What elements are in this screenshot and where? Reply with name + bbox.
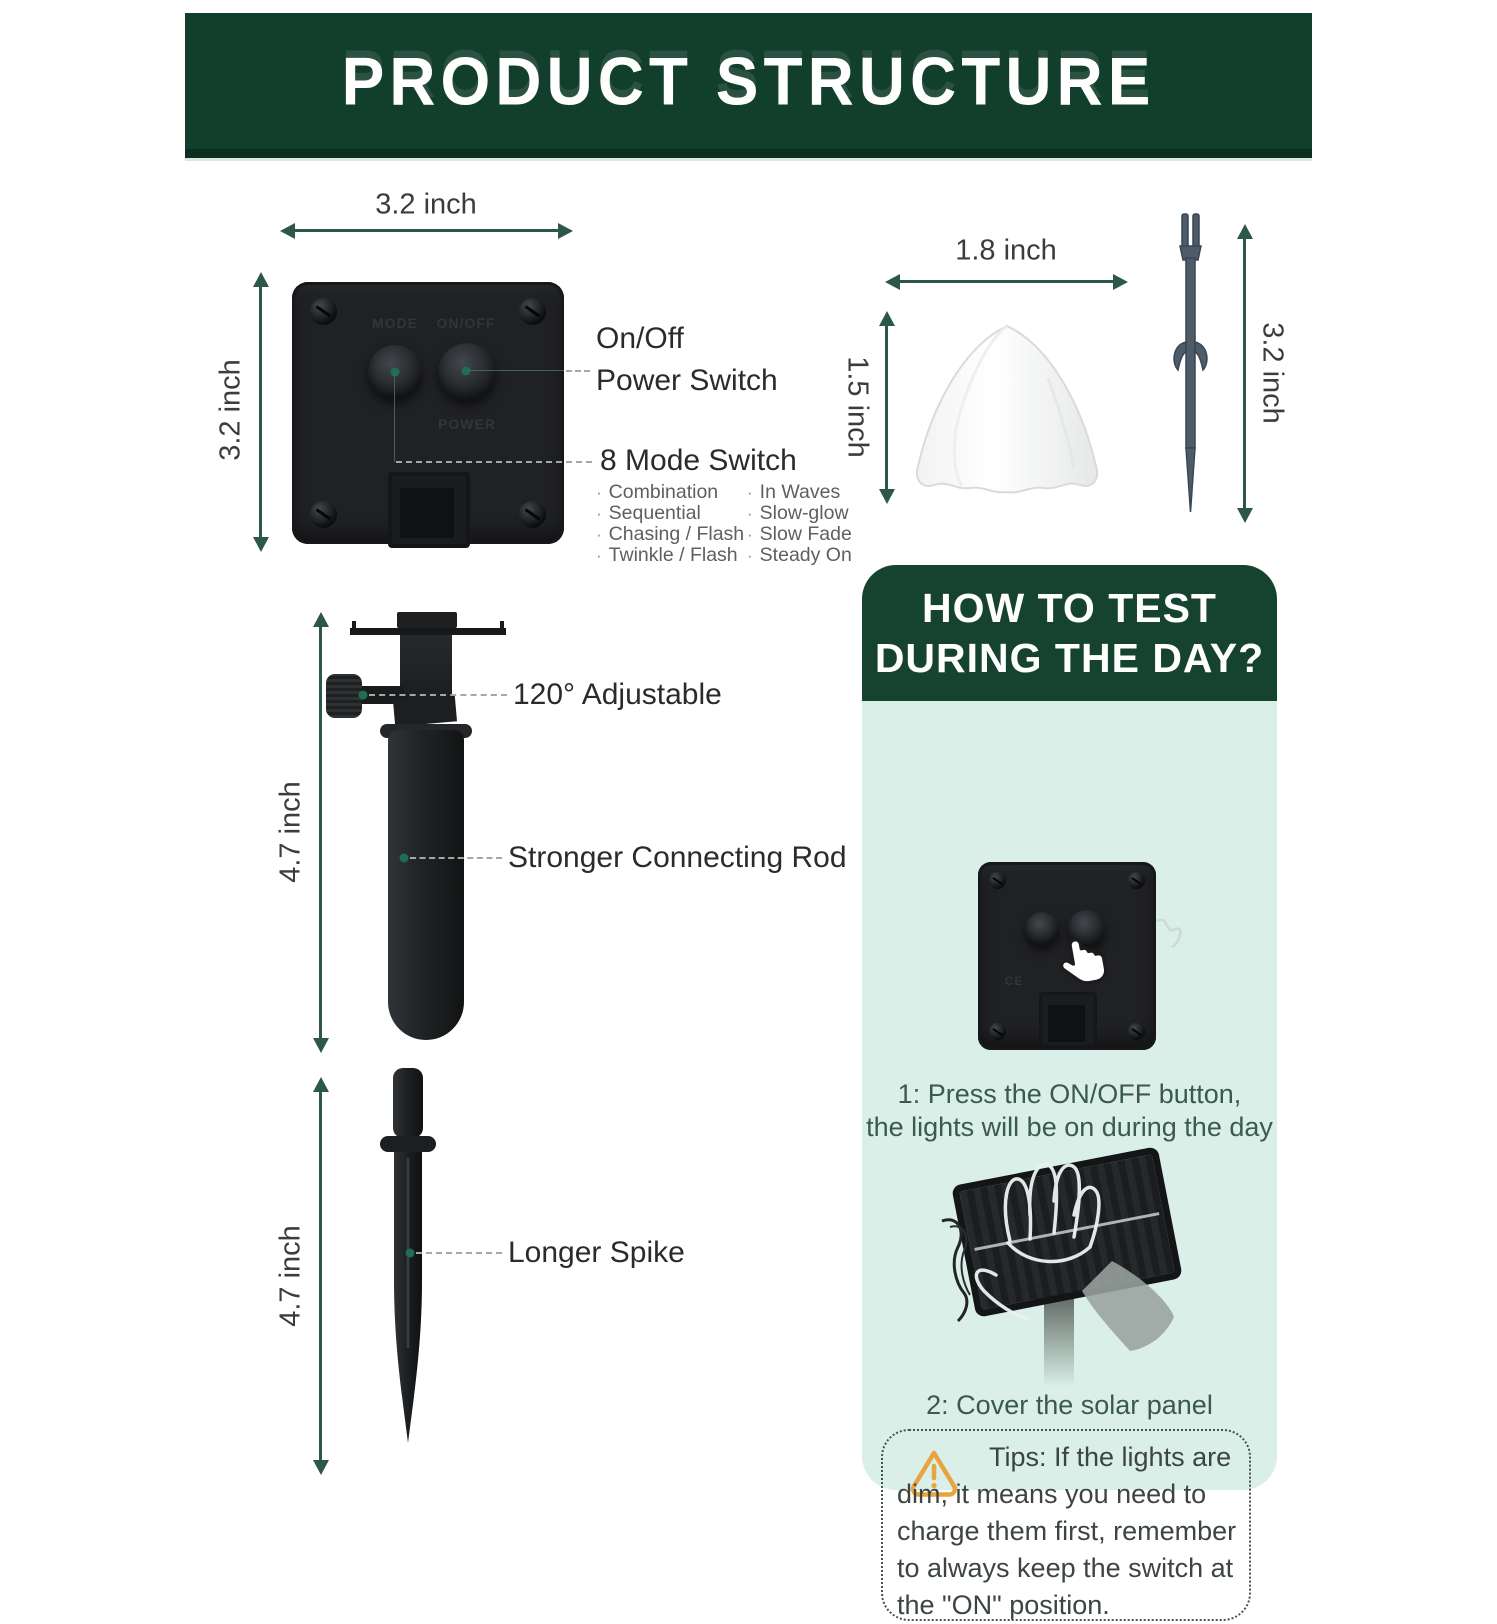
tips-line: to always keep the switch at	[897, 1553, 1234, 1583]
tips-text	[897, 1439, 1241, 1624]
spike-height-arrow	[319, 1092, 322, 1460]
mode-leader-dashed	[396, 461, 592, 463]
screw-icon	[310, 298, 337, 325]
mode-emboss-label: MODE	[372, 315, 418, 331]
longer-spike-label: Longer Spike	[508, 1236, 685, 1269]
step2-caption: 2: Cover the solar panel	[926, 1390, 1213, 1420]
screw-icon	[519, 501, 546, 528]
shade-height-dimension: 1.5 inch	[841, 356, 874, 458]
callout-dot	[462, 367, 471, 376]
howto-header	[862, 565, 1277, 701]
mode-leader-vertical	[394, 372, 395, 462]
mode-item: · Combination	[596, 481, 718, 504]
adjustable-label: 120° Adjustable	[513, 678, 722, 711]
mode-item: · Slow Fade	[747, 523, 852, 546]
onoff-emboss-label: ON/OFF	[436, 315, 496, 331]
tips-line: dim, it means you need to	[897, 1479, 1207, 1509]
lamp-shade-image	[898, 318, 1116, 498]
page-title: PRODUCT STRUCTURE	[341, 42, 1156, 120]
longer-spike-image	[366, 1060, 458, 1470]
callout-dot	[406, 1249, 415, 1258]
rod-height-dimension: 4.7 inch	[274, 781, 307, 883]
mode-item: · Sequential	[596, 502, 701, 525]
shade-width-arrow	[900, 280, 1113, 283]
hand-cover-icon	[940, 1143, 1200, 1387]
tips-line: Tips: If the lights are	[989, 1442, 1232, 1472]
mode-item: · Slow-glow	[747, 502, 849, 525]
mode-item: · In Waves	[747, 481, 840, 504]
rod-body	[388, 730, 464, 1040]
tips-line: the "ON" position.	[897, 1590, 1110, 1620]
onoff-label-line1: On/Off	[596, 322, 684, 355]
banner	[185, 13, 1312, 158]
adjustable-leader	[369, 694, 507, 696]
tips-box	[881, 1429, 1251, 1621]
callout-dot	[391, 368, 400, 377]
mode-switch-label: 8 Mode Switch	[600, 444, 797, 477]
panel-width-arrow	[295, 229, 558, 232]
shade-width-dimension: 1.8 inch	[955, 234, 1057, 267]
howto-title-line2: DURING THE DAY?	[874, 635, 1265, 681]
callout-dot	[400, 854, 409, 863]
solar-panel-back-image	[292, 282, 564, 544]
connecting-rod-label: Stronger Connecting Rod	[508, 841, 847, 874]
spike-leader	[416, 1252, 502, 1254]
string-light-wire-icon	[1154, 913, 1184, 957]
onoff-leader-solid	[466, 370, 564, 371]
screw-icon	[989, 872, 1006, 889]
rod-shoulder	[393, 695, 457, 726]
howto-panel	[862, 565, 1277, 1620]
rod-mount-block	[397, 612, 457, 628]
step2-figure	[940, 1143, 1200, 1387]
onoff-label-line2: Power Switch	[596, 364, 778, 397]
step1-caption-line2: the lights will be on during the day	[866, 1112, 1273, 1142]
panel-height-dimension: 3.2 inch	[214, 359, 247, 461]
mode-item: · Steady On	[747, 544, 852, 567]
spike-height-dimension: 4.7 inch	[274, 1225, 307, 1327]
screw-icon	[519, 298, 546, 325]
ce-mark: CE	[1004, 974, 1024, 988]
rod-height-arrow	[319, 627, 322, 1038]
battery-door-inner	[400, 488, 454, 538]
pointer-hand-icon	[1053, 929, 1116, 995]
adjustment-knob	[326, 674, 362, 718]
anchor-stake-image	[1162, 210, 1218, 518]
step1-caption-line1: 1: Press the ON/OFF button,	[897, 1079, 1242, 1109]
panel-height-arrow	[259, 287, 262, 537]
screw-icon	[1128, 1023, 1145, 1040]
panel-width-dimension: 3.2 inch	[375, 188, 477, 221]
stake-height-dimension: 3.2 inch	[1256, 322, 1289, 424]
battery-door-small-inner	[1048, 1005, 1085, 1042]
shade-height-arrow	[885, 326, 888, 489]
howto-title-line1: HOW TO TEST	[922, 585, 1217, 631]
mode-item: · Chasing / Flash	[596, 523, 744, 546]
onoff-leader-dashed	[566, 370, 590, 372]
power-emboss-label: POWER	[438, 416, 496, 432]
screw-icon	[989, 1023, 1006, 1040]
rod-mount-plate	[350, 628, 506, 635]
stake-height-arrow	[1243, 239, 1246, 508]
screw-icon	[310, 501, 337, 528]
screw-icon	[1128, 872, 1145, 889]
tips-line: charge them first, remember	[897, 1516, 1237, 1546]
howto-body	[862, 701, 1277, 1620]
mode-item: · Twinkle / Flash	[596, 544, 738, 567]
rod-leader	[410, 857, 502, 859]
callout-dot	[359, 691, 368, 700]
